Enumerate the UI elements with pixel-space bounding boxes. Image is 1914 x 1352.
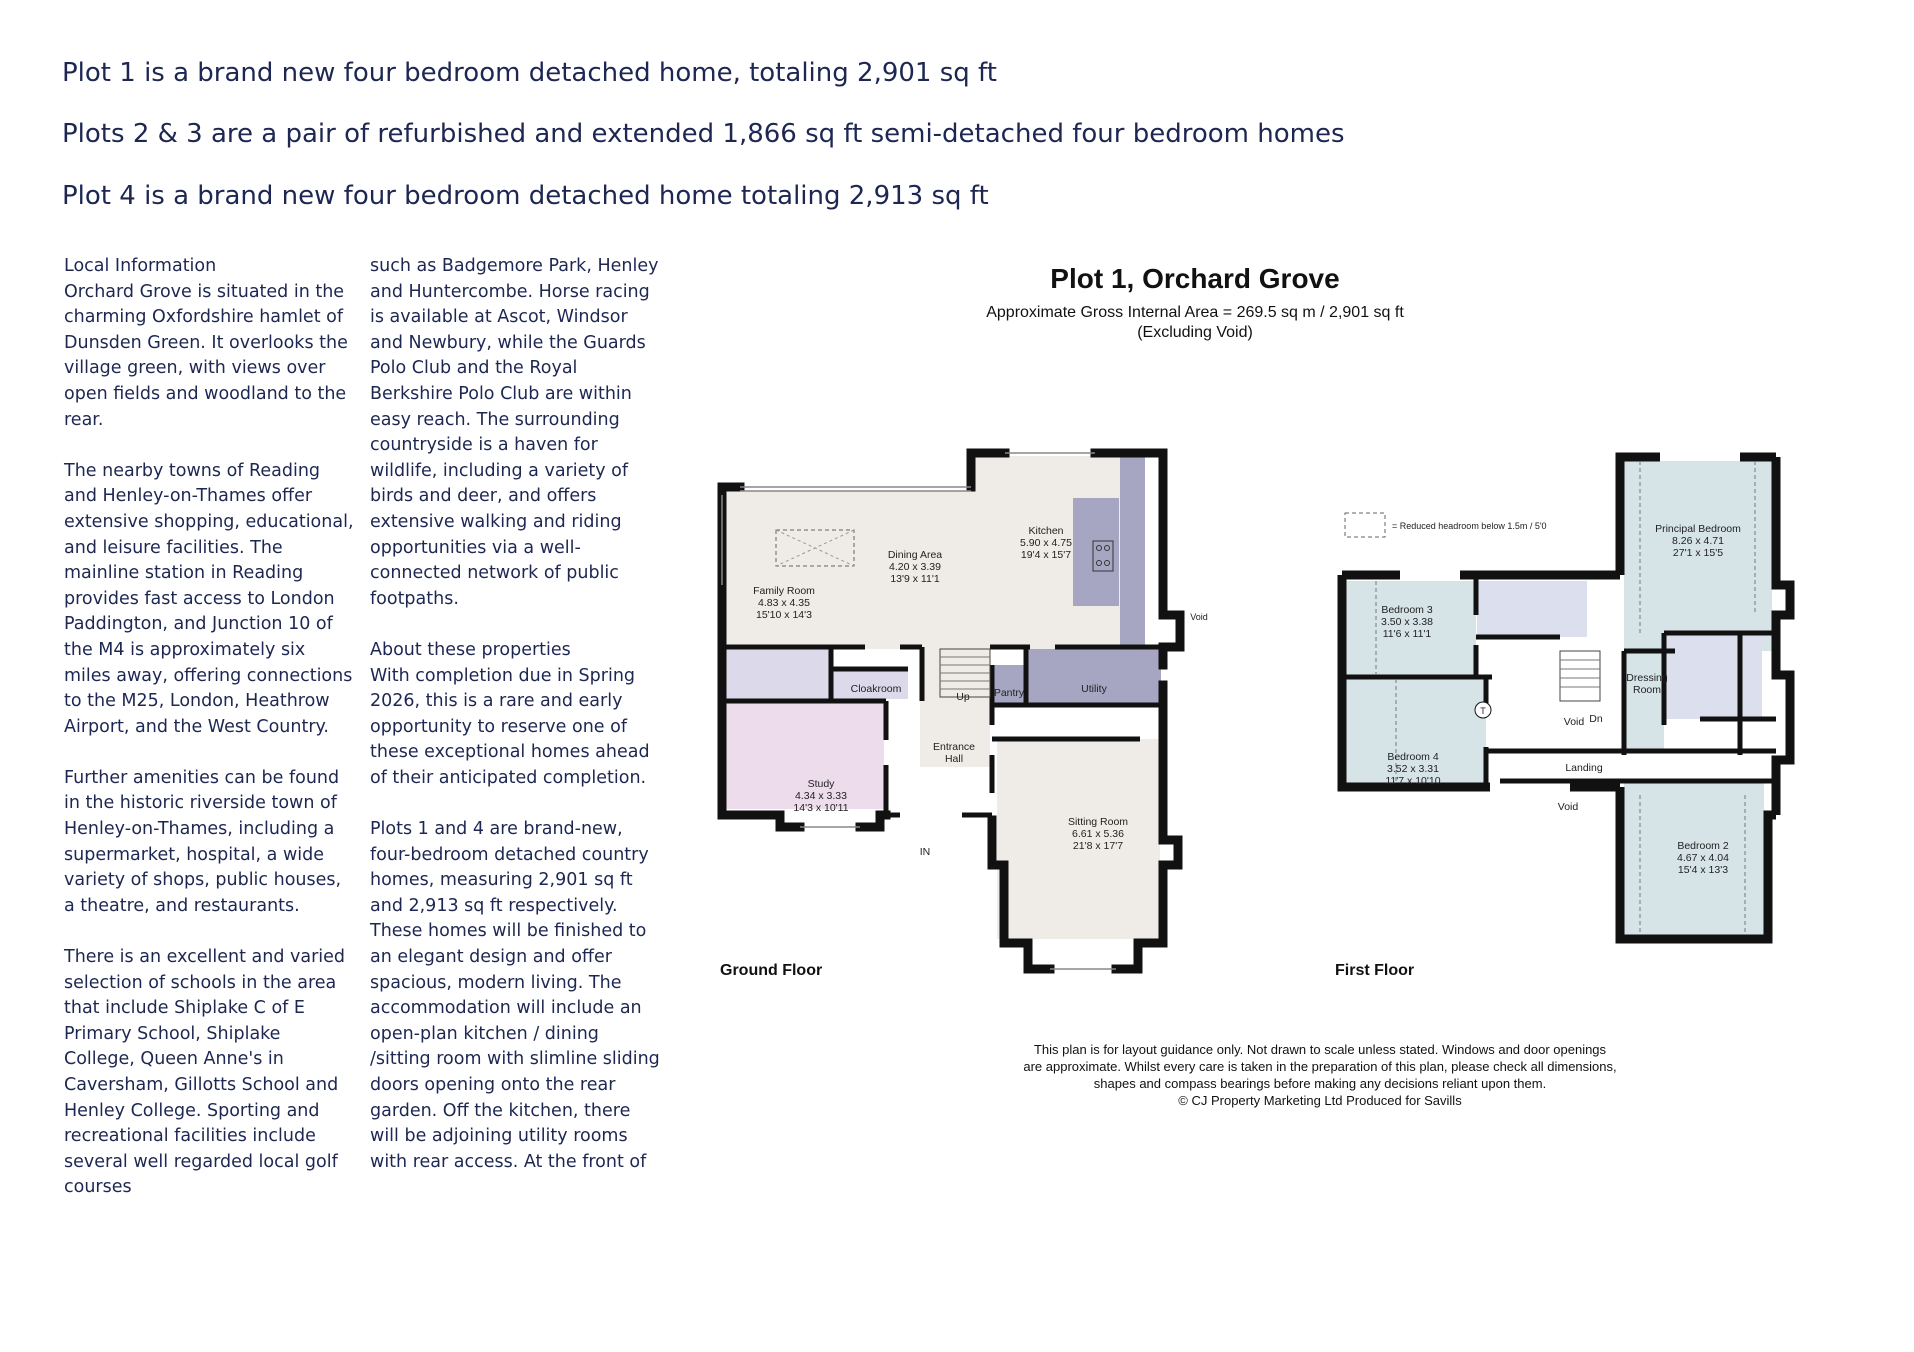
- bedroom-3-imperial: 11'6 x 11'1: [1382, 628, 1432, 640]
- bedroom-4-name: Bedroom 4: [1387, 751, 1439, 763]
- headline-plot-1: Plot 1 is a brand new four bedroom detached home, totaling 2,901 sq ft: [62, 58, 997, 88]
- floorplan-drawing: [700, 255, 1900, 975]
- plots-description: are brand-new, four-bedroom detached country homes, measuring 2,901 sq ft and 2,913 sq ft respectively. These homes will be finished to an elegant design and offer spacious, modern living. The accommodation will include an open-plan kitchen / dining /sitting room with slimline sliding doors opening onto the rear garden. Off the kitchen, there will be adjoining utility rooms with rear access. At the front of: [370, 819, 660, 1172]
- bedroom-3-metric: 3.50 x 3.38: [1381, 616, 1433, 628]
- void-lower-label: Void: [1557, 801, 1579, 813]
- floorplan-title: Plot 1, Orchard Grove: [1050, 263, 1340, 294]
- local-info-para-3: Further amenities can be found in the historic riverside town of Henley-on-Thames, including a supermarket, hospital, a wide variety of shops, public houses, a theatre, and restaurants.: [64, 767, 342, 916]
- kitchen-name: Kitchen: [1028, 525, 1064, 537]
- about-para-1: With completion due in Spring 2026, this is a rare and early opportunity to reserve one of these exceptional homes ahead of their anticipated completion.: [370, 665, 650, 788]
- disclaimer-line-2: are approximate. Whilst every care is taken in the preparation of this plan, please check all dimensions,: [1023, 1059, 1617, 1074]
- dressing-room-label-2: Room: [1632, 684, 1662, 696]
- headline-plot-4: Plot 4 is a brand new four bedroom detached home totaling 2,913 sq ft: [62, 181, 989, 211]
- dining-area-imperial: 13'9 x 11'1: [890, 573, 940, 585]
- amenities-para: such as Badgemore Park, Henley and Huntercombe. Horse racing is available at Ascot, Windsor and Newbury, while the Guards Polo Club and the Royal Berkshire Polo Club are within easy reach. The surrounding countryside is a haven for wildlife, including a variety of birds and deer, and offers extensive walking and riding opportunities via a well-connected network of public footpaths.: [370, 256, 659, 609]
- study-imperial: 14'3 x 10'11: [793, 802, 849, 814]
- study-metric: 4.34 x 3.33: [795, 790, 847, 802]
- dining-area-metric: 4.20 x 3.39: [889, 561, 941, 573]
- sitting-room-metric: 6.61 x 5.36: [1072, 828, 1124, 840]
- kitchen-metric: 5.90 x 4.75: [1020, 537, 1072, 549]
- void-label: Void: [1563, 716, 1585, 728]
- bedroom-4-metric: 3.52 x 3.31: [1387, 763, 1439, 775]
- cloakroom-label: Cloakroom: [850, 683, 902, 695]
- disclaimer-line-3: shapes and compass bearings before making any decisions reliant upon them.: [1093, 1076, 1547, 1091]
- local-info-heading: Local Information: [64, 256, 217, 276]
- headline-plots-2-3: Plots 2 & 3 are a pair of refurbished and extended 1,866 sq ft semi-detached four bedroom homes: [62, 119, 1345, 149]
- landing-label: Landing: [1565, 762, 1603, 774]
- entrance-hall-label-1: Entrance: [932, 741, 976, 753]
- family-room-metric: 4.83 x 4.35: [758, 597, 810, 609]
- plots-lead: Plots 1 and 4: [370, 819, 484, 840]
- bedroom-3-name: Bedroom 3: [1381, 604, 1433, 616]
- bedroom-4-imperial: 11'7 x 10'10: [1385, 775, 1441, 787]
- disclaimer-line-4: © CJ Property Marketing Ltd Produced for Savills: [1178, 1093, 1462, 1108]
- right-text-column: [370, 254, 660, 1175]
- kitchen-imperial: 19'4 x 15'7: [1020, 549, 1072, 561]
- local-info-para-1: Orchard Grove is situated in the charming Oxfordshire hamlet of Dunsden Green. It overlooks the village green, with views over open fields and woodland to the rear.: [64, 281, 348, 430]
- floorplan-area-note: (Excluding Void): [1137, 324, 1253, 341]
- utility-label: Utility: [1081, 683, 1107, 695]
- entrance-hall-label-2: Hall: [944, 753, 964, 765]
- stairs-up-label: Up: [956, 691, 970, 703]
- about-para-2: [370, 817, 660, 1175]
- study-name: Study: [807, 778, 835, 790]
- floorplan: [700, 255, 1900, 1135]
- headroom-legend: = Reduced headroom below 1.5m / 5'0: [1392, 521, 1547, 531]
- stairs-down-label: Dn: [1589, 713, 1603, 725]
- ground-floor-plan: [722, 453, 1208, 969]
- family-room-imperial: 15'10 x 14'3: [756, 609, 812, 621]
- dining-area-name: Dining Area: [887, 549, 943, 561]
- bedroom-2-imperial: 15'4 x 13'3: [1677, 864, 1729, 876]
- left-text-column: [64, 254, 354, 1201]
- sitting-room-name: Sitting Room: [1067, 816, 1129, 828]
- pantry-label: Pantry: [993, 687, 1025, 699]
- principal-bedroom-name: Principal Bedroom: [1655, 523, 1741, 535]
- floorplan-area: Approximate Gross Internal Area = 269.5 sq m / 2,901 sq ft: [986, 304, 1404, 321]
- local-info-para-4: There is an excellent and varied selection of schools in the area that include Shiplake C of E Primary School, Shiplake College, Queen Anne's in Caversham, Gillotts School and Henley College. Sporting and recreational facilities include several well regarded local golf courses: [64, 947, 346, 1198]
- floorplan-disclaimer: [940, 1041, 1700, 1109]
- ground-floor-label: Ground Floor: [720, 962, 823, 979]
- tank-label: T: [1480, 706, 1486, 716]
- disclaimer-line-1: This plan is for layout guidance only. Not drawn to scale unless stated. Windows and door openings: [1033, 1042, 1607, 1057]
- ground-void-label: Void: [1190, 612, 1208, 622]
- sitting-room-imperial: 21'8 x 17'7: [1072, 840, 1124, 852]
- about-heading: About these properties: [370, 639, 571, 660]
- principal-bedroom-metric: 8.26 x 4.71: [1672, 535, 1724, 547]
- local-info-para-2: The nearby towns of Reading and Henley-on-Thames offer extensive shopping, educational, and leisure facilities. The mainline station in Reading provides fast access to London Paddington, and Junction 10 of the M4 is approximately six miles away, offering connections to the M25, London, Heathrow Airport, and the West Country.: [64, 460, 354, 737]
- bedroom-2-name: Bedroom 2: [1677, 840, 1729, 852]
- principal-bedroom-imperial: 27'1 x 15'5: [1672, 547, 1724, 559]
- family-room-name: Family Room: [753, 585, 815, 597]
- dressing-room-label-1: Dressing: [1626, 672, 1668, 684]
- first-floor-label: First Floor: [1335, 962, 1415, 979]
- first-floor-plan: [1342, 457, 1790, 939]
- entrance-in-label: IN: [919, 846, 931, 858]
- bedroom-2-metric: 4.67 x 4.04: [1677, 852, 1729, 864]
